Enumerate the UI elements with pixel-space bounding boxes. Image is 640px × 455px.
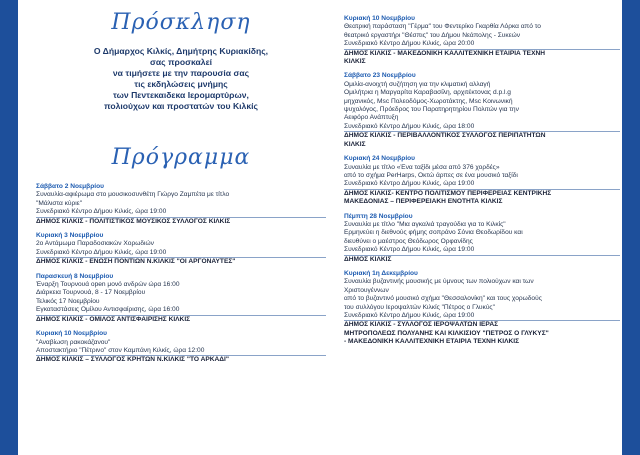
event-detail-line: από το βυζαντινό μουσικό σχήμα "Θεσσαλονίκη" και τους χορωδούς bbox=[344, 295, 542, 303]
event-detail-line: Αποστακτήριο "Πέτρινο" στον Καμπάνη Κιλκίς, ώρα 12:00 bbox=[36, 346, 205, 354]
organizer-line: ΔΗΜΟΣ ΚΙΛΚΙΣ - ΣΥΛΛΟΓΟΣ ΙΕΡΟΨΑΛΤΩΝ ΙΕΡΑΣ bbox=[344, 321, 499, 329]
event-detail-line: ψυχολόγος, Πρόεδρος του Παρατηρητηρίου Πολιτών για την bbox=[344, 106, 519, 114]
organizer-line: ΔΗΜΟΣ ΚΙΛΚΙΣ - ΕΝΩΣΗ ΠΟΝΤΙΩΝ Ν.ΚΙΛΚΙΣ "ΟΙ ΑΡΓΟΝΑΥΤΕΣ" bbox=[36, 258, 236, 266]
event-organizer bbox=[344, 189, 620, 207]
event-detail-line: Έναρξη Τουρνουά open μονό ανδρών ώρα 16:00 bbox=[36, 281, 180, 289]
organizer-line: ΔΗΜΟΣ ΚΙΛΚΙΣ - ΟΜΙΛΟΣ ΑΝΤΙΣΦΑΙΡΙΣΗΣ ΚΙΛΚΙΣ bbox=[36, 315, 191, 323]
event-detail-line: 2ο Αντάμωμα Παραδοσιακών Χορωδιών bbox=[36, 240, 154, 248]
program-title: Πρόγραμμα bbox=[111, 145, 251, 170]
event-date: Πέμπτη 28 Νοεμβρίου bbox=[344, 212, 413, 220]
event-date: Κυριακή 10 Νοεμβρίου bbox=[344, 15, 416, 22]
event-detail-line: Θεατρική παράσταση "Γέρμα" του Φεντερίκο Γκαρθία Λόρκα από το bbox=[344, 23, 541, 31]
event-detail-line: "Αναβίωση ρακοκάζανου" bbox=[36, 338, 111, 346]
event-detail-line: Συναυλία με τίτλο "Μια αγκαλιά τραγούδια για το Κιλκίς" bbox=[344, 220, 506, 228]
organizer-line: ΔΗΜΟΣ ΚΙΛΚΙΣ- ΚΕΝΤΡΟ ΠΟΛΙΤΙΣΜΟΥ ΠΕΡΙΦΕΡΕΙΑΣ ΚΕΝΤΡΙΚΗΣ bbox=[344, 189, 552, 197]
event-item bbox=[344, 15, 620, 66]
event-organizer bbox=[344, 320, 620, 346]
intro-line: Ο Δήμαρχος Κιλκίς, Δημήτρης Κυριακίδης, bbox=[93, 46, 269, 56]
organizer-line: ΔΗΜΟΣ ΚΙΛΚΙΣ – ΣΥΛΛΟΓΟΣ ΚΡΗΤΩΝ Ν.ΚΙΛΚΙΣ "ΤΟ ΑΡΚΑΔΙ" bbox=[36, 356, 229, 364]
event-detail-line: Ομιλία-ανοιχτή συζήτηση για την κλιματική αλλαγή bbox=[344, 80, 491, 88]
event-detail-line: Τελικός 17 Νοεμβρίου bbox=[36, 297, 100, 305]
event-organizer bbox=[344, 49, 620, 67]
organizer-line: - ΜΑΚΕΔΟΝΙΚΗ ΚΑΛΛΙΤΕΧΝΙΚΗ ΕΤΑΙΡΙΑ ΤΕΧΝΗ ΚΙΛΚΙΣ bbox=[344, 338, 520, 346]
left-border-stripe bbox=[0, 0, 18, 455]
right-column bbox=[344, 0, 620, 455]
event-item bbox=[36, 330, 326, 365]
event-item bbox=[344, 270, 620, 347]
event-organizer bbox=[36, 217, 326, 226]
event-detail-line: Ομιλήτρια η Μαργαρίτα Καραβασίλη, αρχιτέκτονας d.p.l.g bbox=[344, 89, 511, 97]
event-organizer bbox=[36, 315, 326, 324]
event-detail-line: Αειφόρο Ανάπτυξη bbox=[344, 114, 399, 122]
event-detail-line: Διάρκεια Τουρνουά, 8 - 17 Νοεμβρίου bbox=[36, 289, 146, 297]
event-item bbox=[344, 213, 620, 264]
left-event-list bbox=[36, 183, 326, 371]
event-detail-line: Συνεδριακό Κέντρο Δήμου Κιλκίς, ώρα 19:00 bbox=[344, 246, 475, 254]
organizer-line: ΜΗΤΡΟΠΟΛΕΩΣ ΠΟΛΥΑΝΗΣ ΚΑΙ ΚΙΛΚΙΣΙΟΥ "ΠΕΤΡΟΣ Ο ΓΛΥΚΥΣ" bbox=[344, 329, 549, 337]
organizer-line: ΔΗΜΟΣ ΚΙΛΚΙΣ bbox=[344, 255, 392, 263]
event-item bbox=[36, 273, 326, 324]
intro-line: να τιμήσετε με την παρουσία σας bbox=[112, 68, 250, 78]
event-detail-line: Συνεδριακό Κέντρο Δήμου Κιλκίς, ώρα 19:00 bbox=[36, 248, 167, 256]
event-detail-line: Συνεδριακό Κέντρο Δήμου Κιλκίς, ώρα 18:00 bbox=[344, 122, 475, 130]
event-detail-line: Εγκαταστάσεις Ομίλου Αντισφαίρισης, ώρα 16:00 bbox=[36, 306, 180, 314]
organizer-line: ΚΙΛΚΙΣ bbox=[344, 140, 366, 148]
event-detail-line: Χριστουγέννων bbox=[344, 286, 389, 294]
event-detail-line: Συνεδριακό Κέντρο Δήμου Κιλκίς, ώρα 19:00 bbox=[344, 312, 475, 319]
event-detail-line: Ερμηνεύει η διεθνούς φήμης σοπράνο Σόνια Θεοδωρίδου και bbox=[344, 229, 523, 237]
event-detail-line: Συναυλία-αφιέρωμα στο μουσικοσυνθέτη Γιώργο Ζαμπέτα με τίτλο bbox=[36, 191, 230, 199]
invitation-sheet bbox=[18, 0, 622, 455]
organizer-line: ΚΙΛΚΙΣ bbox=[344, 58, 366, 66]
event-item bbox=[344, 72, 620, 149]
right-border-stripe bbox=[622, 0, 640, 455]
event-organizer bbox=[344, 255, 620, 264]
left-column bbox=[36, 0, 326, 455]
event-item bbox=[36, 232, 326, 267]
invitation-intro bbox=[44, 46, 318, 112]
event-detail-line: Συνεδριακό Κέντρο Δήμου Κιλκίς, ώρα 19:00 bbox=[344, 180, 475, 188]
right-event-list bbox=[344, 15, 620, 353]
event-date: Κυριακή 3 Νοεμβρίου bbox=[36, 232, 104, 240]
intro-line: σας προσκαλεί bbox=[149, 57, 213, 67]
intro-line: πολιούχων και προστατών του Κιλκίς bbox=[104, 101, 258, 111]
event-detail-line: Συνεδριακό Κέντρο Δήμου Κιλκίς, ώρα 19:00 bbox=[36, 208, 167, 216]
event-detail-line: Συναυλία βυζαντινής μουσικής με ύμνους των πολιούχων και των bbox=[344, 278, 534, 286]
event-detail-line: Συνεδριακό Κέντρο Δήμου Κιλκίς, ώρα 20:00 bbox=[344, 40, 475, 48]
event-date: Κυριακή 24 Νοεμβρίου bbox=[344, 155, 416, 163]
organizer-line: ΔΗΜΟΣ ΚΙΛΚΙΣ - ΠΟΛΙΤΙΣΤΙΚΟΣ ΜΟΥΣΙΚΟΣ ΣΥΛΛΟΓΟΣ ΚΙΛΚΙΣ bbox=[36, 217, 231, 225]
event-organizer bbox=[36, 355, 326, 364]
event-item bbox=[344, 155, 620, 206]
event-organizer bbox=[344, 131, 620, 149]
event-detail-line: του συλλόγου Ιεροψαλτών Κιλκίς "Πέτρος ο Γλυκύς" bbox=[344, 303, 495, 311]
event-detail-line: διευθύνει ο μαέστρος Θεόδωρος Ορφανίδης bbox=[344, 237, 473, 245]
event-date: Σάββατο 2 Νοεμβρίου bbox=[36, 183, 104, 190]
event-date: Παρασκευή 8 Νοεμβρίου bbox=[36, 272, 114, 280]
organizer-line: ΔΗΜΟΣ ΚΙΛΚΙΣ - ΠΕΡΙΒΑΛΛΟΝΤΙΚΟΣ ΣΥΛΛΟΓΟΣ ΠΕΡΙΠΑΤΗΤΩΝ bbox=[344, 132, 546, 140]
event-date: Κυριακή 10 Νοεμβρίου bbox=[36, 330, 108, 338]
event-date: Σάββατο 23 Νοεμβρίου bbox=[344, 72, 416, 80]
intro-line: των Πεντεκαιδεκα Ιερομαρτύρων, bbox=[113, 90, 249, 100]
event-date: Κυριακή 1η Δεκεμβρίου bbox=[344, 269, 418, 277]
event-detail-line: "Μάλιστα κύριε" bbox=[36, 199, 83, 207]
event-detail-line: θεατρικό εργαστήρι "Θέσπις" του Δήμου Νεάπολης - Συκεών bbox=[344, 31, 521, 39]
invitation-title: Πρόσκληση bbox=[111, 10, 251, 35]
organizer-line: ΔΗΜΟΣ ΚΙΛΚΙΣ - ΜΑΚΕΔΟΝΙΚΗ ΚΑΛΛΙΤΕΧΝΙΚΗ ΕΤΑΙΡΙΑ ΤΕΧΝΗ bbox=[344, 49, 545, 57]
event-organizer bbox=[36, 257, 326, 266]
event-detail-line: από το σχήμα PerHarps, Οκτώ άρπες σε ένα μουσικό ταξίδι bbox=[344, 171, 518, 179]
event-item bbox=[36, 183, 326, 226]
event-detail-line: μηχανικός, Msc Πολεοδόμος-Χωροτάκτης, Msc Κοινωνική bbox=[344, 97, 513, 105]
organizer-line: ΜΑΚΕΔΟΝΙΑΣ – ΠΕΡΙΦΕΡΕΙΑΚΗ ΕΝΟΤΗΤΑ ΚΙΛΚΙΣ bbox=[344, 198, 503, 206]
event-detail-line: Συναυλία με τίτλο «Ένα ταξίδι μέσα από 376 χορδές» bbox=[344, 163, 500, 171]
intro-line: τις εκδηλώσεις μνήμης bbox=[134, 79, 228, 89]
